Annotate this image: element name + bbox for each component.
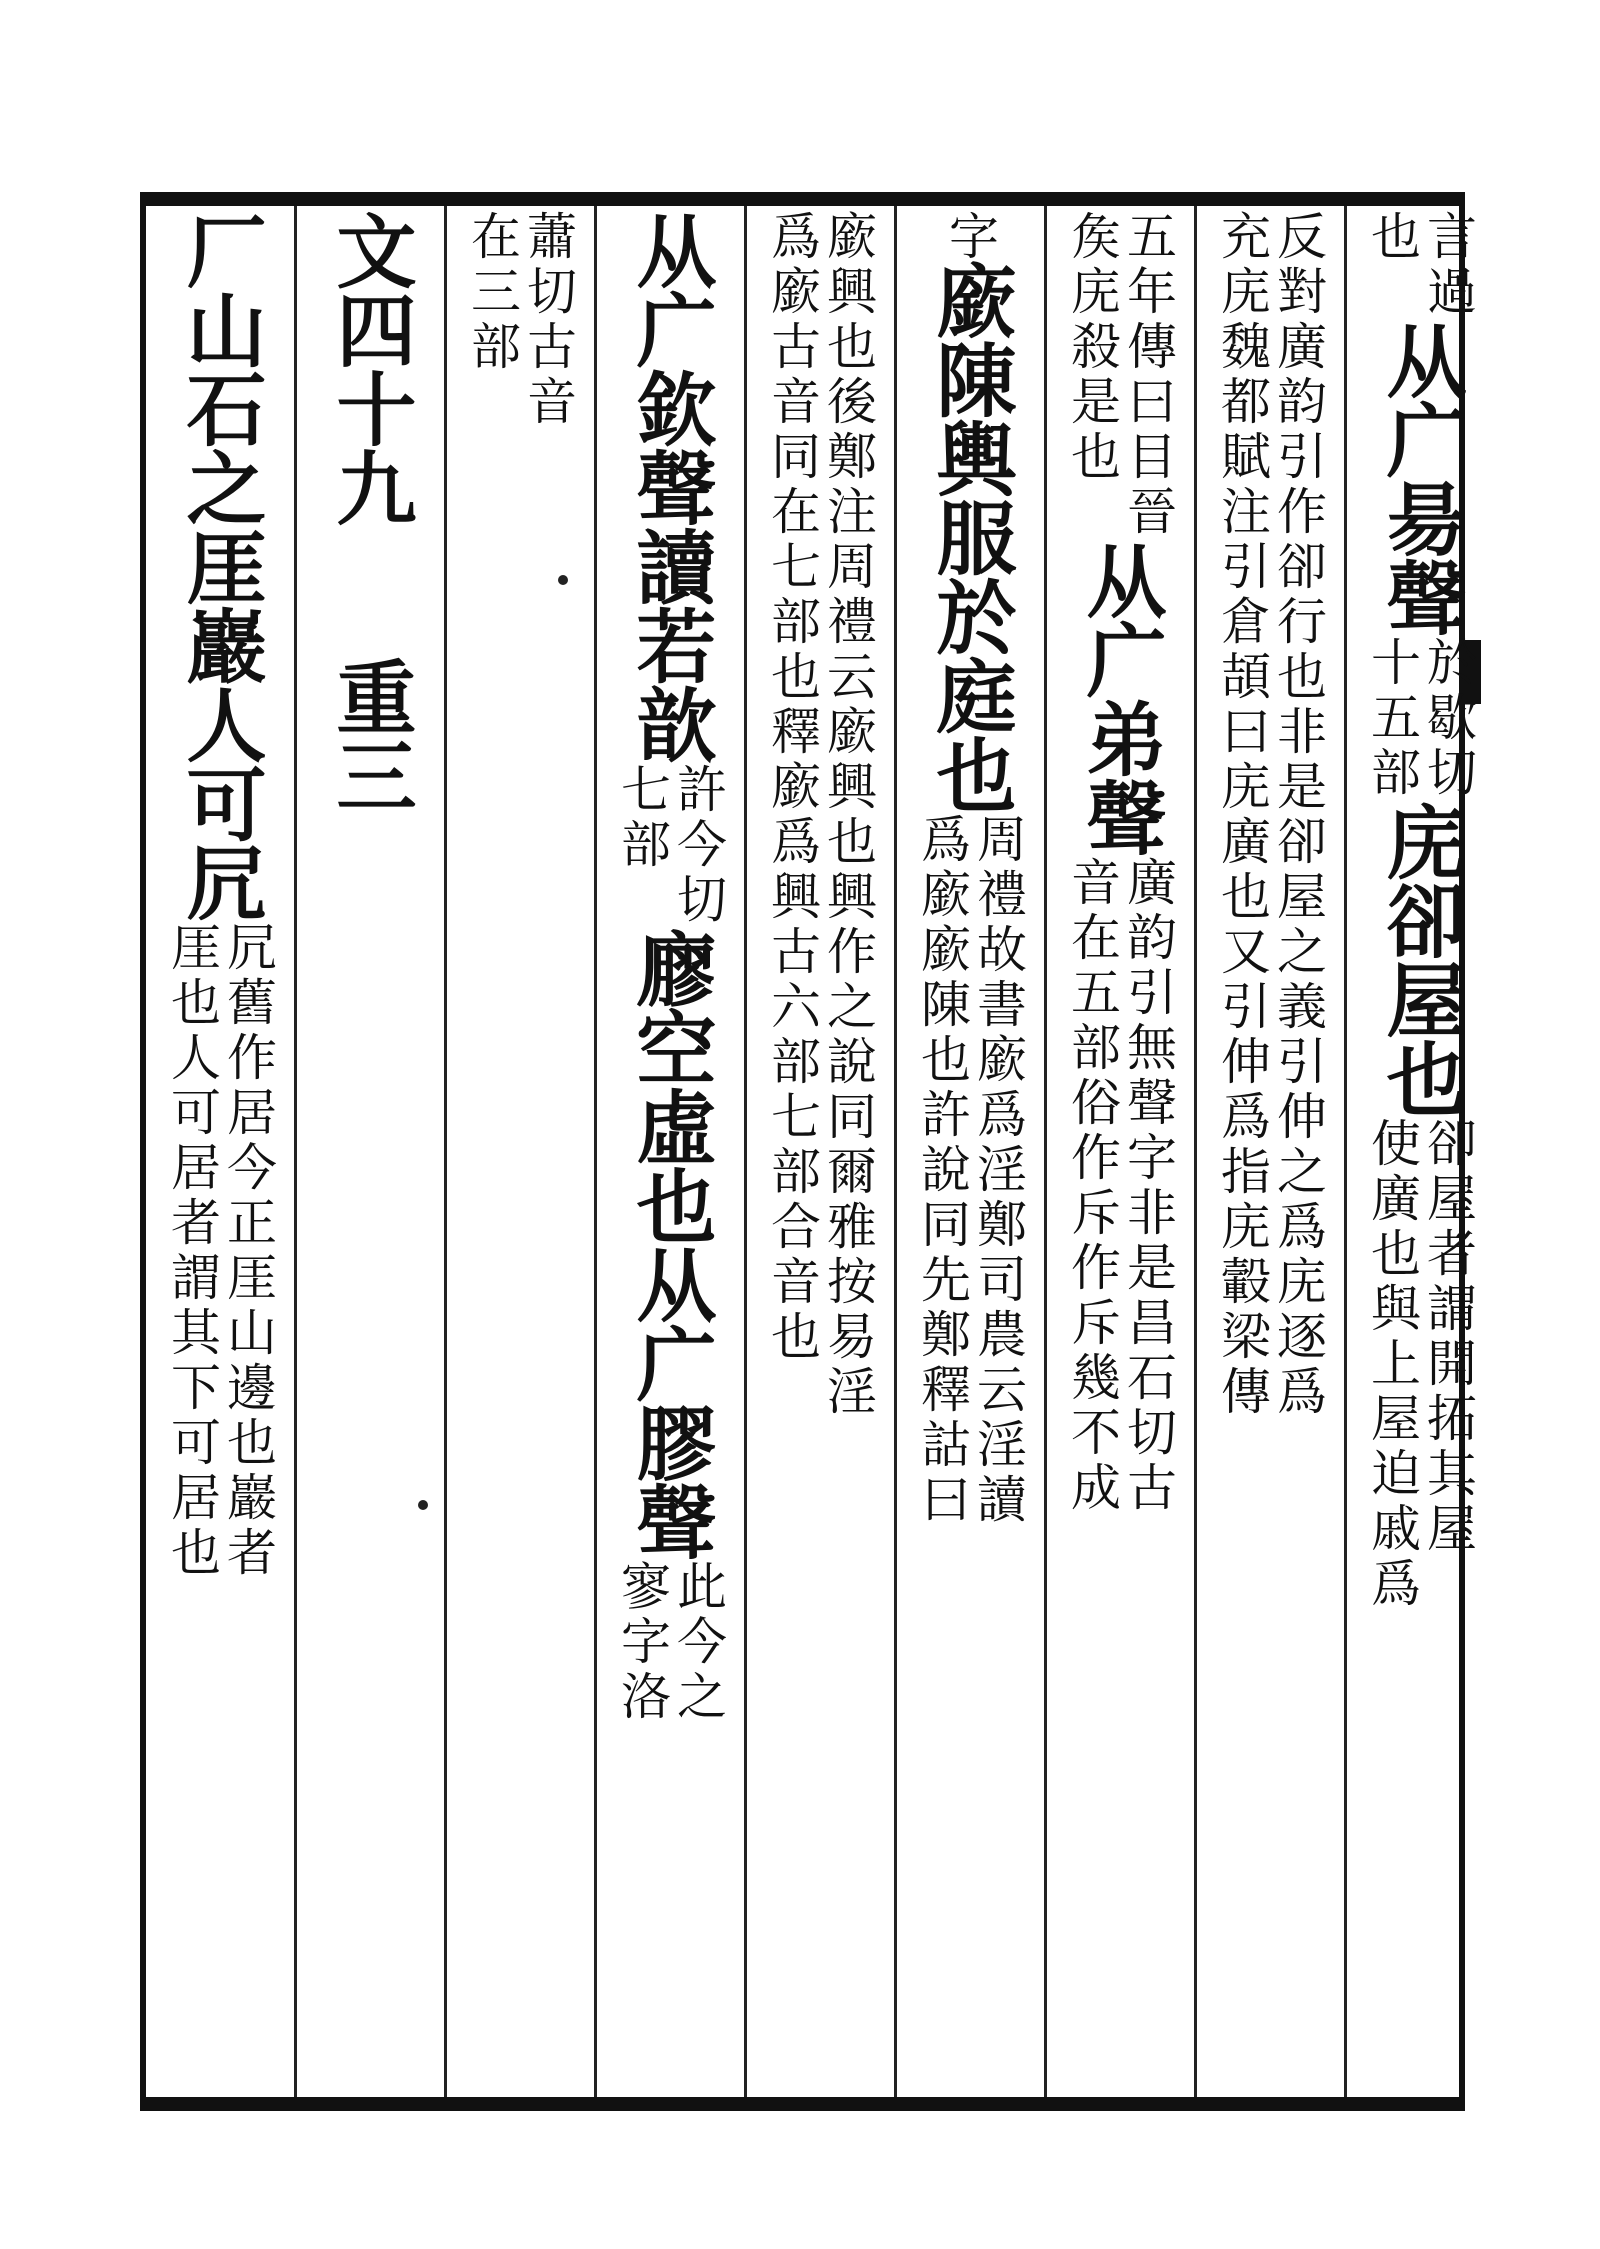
- annotation-double-line: [763, 210, 877, 1420]
- main-text: 廫空虛也从广膠聲: [623, 928, 717, 1560]
- text-column: [450, 210, 590, 430]
- column-rule: [894, 206, 897, 2097]
- annotation-right-line: 蕭切古音: [519, 210, 577, 430]
- main-text: 厂山石之厓巖人可凥: [173, 210, 267, 921]
- annotation-right-line: 廞興也後鄭注周禮云廞興也興作之說同爾雅按易淫: [819, 210, 877, 1420]
- annotation-double-line: [613, 1560, 727, 1725]
- text-column: [1200, 210, 1340, 1420]
- annotation-right-line: 於歇切: [1419, 636, 1477, 801]
- annotation-double-line: [1363, 210, 1477, 320]
- annotation-left-line: 矦庑殺是也: [1063, 210, 1121, 485]
- main-text: 从广弟聲: [1073, 540, 1167, 856]
- text-column: [300, 210, 440, 814]
- column-rule: [744, 206, 747, 2097]
- column-rule: [294, 206, 297, 2097]
- annotation-right-line: 周禮故書廞爲淫鄭司農云淫讀: [969, 813, 1027, 1528]
- ink-dot: [558, 575, 568, 585]
- annotation-left-line: 爲廞廞陳也許說同先鄭釋詁曰: [913, 813, 971, 1528]
- annotation-double-line: [463, 210, 577, 430]
- annotation-double-line: [1213, 210, 1327, 1420]
- column-rule: [1044, 206, 1047, 2097]
- annotation-left-line: 爲廞古音同在七部也釋廞爲興古六部七部合音也: [763, 210, 821, 1365]
- text-column: [1050, 210, 1190, 1516]
- text-column: [1350, 210, 1490, 1612]
- column-rule: [444, 206, 447, 2097]
- annotation-double-line: [1063, 210, 1177, 540]
- frame-bottom-border: [140, 2097, 1465, 2111]
- annotation-left-line: 也: [1363, 210, 1421, 265]
- annotation-double-line: [163, 921, 277, 1581]
- frame-top-border: [140, 192, 1465, 206]
- column-rule: [1344, 206, 1347, 2097]
- annotation-right-line: 卻屋者謂開拓其屋: [1419, 1117, 1477, 1557]
- text-column: [600, 210, 740, 1725]
- annotation-double-line: [1363, 636, 1477, 801]
- main-text: 廞陳輿服於庭也: [923, 260, 1017, 813]
- annotation-left-line: 寥字洛: [613, 1560, 671, 1725]
- text-column: [750, 210, 890, 1420]
- main-text: 重三: [323, 656, 417, 814]
- main-text: 从广欽聲讀若歆: [623, 210, 717, 763]
- annotation-left-line: 使廣也與上屋迫戚爲: [1363, 1117, 1421, 1612]
- annotation-double-line: [913, 813, 1027, 1528]
- frame-left-border: [140, 192, 146, 2111]
- annotation-left-line: 十五部: [1363, 636, 1421, 801]
- text-column: [900, 210, 1040, 1528]
- annotation-right-line: 反對廣韵引作卻行也非是卻屋之義引伸之爲庑逐爲: [1269, 210, 1327, 1420]
- annotation-right-line: 廣韵引無聲字非是昌石切古: [1119, 856, 1177, 1516]
- annotation-left-line: 七部: [613, 763, 671, 873]
- small-text: 字: [941, 210, 999, 260]
- annotation-left-line: 音在五部俗作斥作斥幾不成: [1063, 856, 1121, 1516]
- annotation-right-line: 言過: [1419, 210, 1477, 320]
- annotation-right-line: 許今切: [669, 763, 727, 928]
- annotation-double-line: [613, 763, 727, 928]
- annotation-right-line: 五年傳曰目晉: [1119, 210, 1177, 540]
- column-rule: [1194, 206, 1197, 2097]
- annotation-left-line: 充庑魏都賦注引倉頡曰庑廣也又引伸爲指庑轂梁傳: [1213, 210, 1271, 1420]
- annotation-right-line: 凥舊作居今正厓山邊也巖者: [219, 921, 277, 1581]
- ink-dot: [418, 1500, 428, 1510]
- main-text: 文四十九: [323, 210, 417, 526]
- main-text: 从广昜聲: [1373, 320, 1467, 636]
- annotation-double-line: [1363, 1117, 1477, 1612]
- annotation-left-line: 厓也人可居者謂其下可居也: [163, 921, 221, 1581]
- text-column: [150, 210, 290, 1581]
- column-rule: [594, 206, 597, 2097]
- annotation-double-line: [1063, 856, 1177, 1516]
- annotation-right-line: 此今之: [669, 1560, 727, 1725]
- main-text: 庑卻屋也: [1373, 801, 1467, 1117]
- annotation-left-line: 在三部: [463, 210, 521, 375]
